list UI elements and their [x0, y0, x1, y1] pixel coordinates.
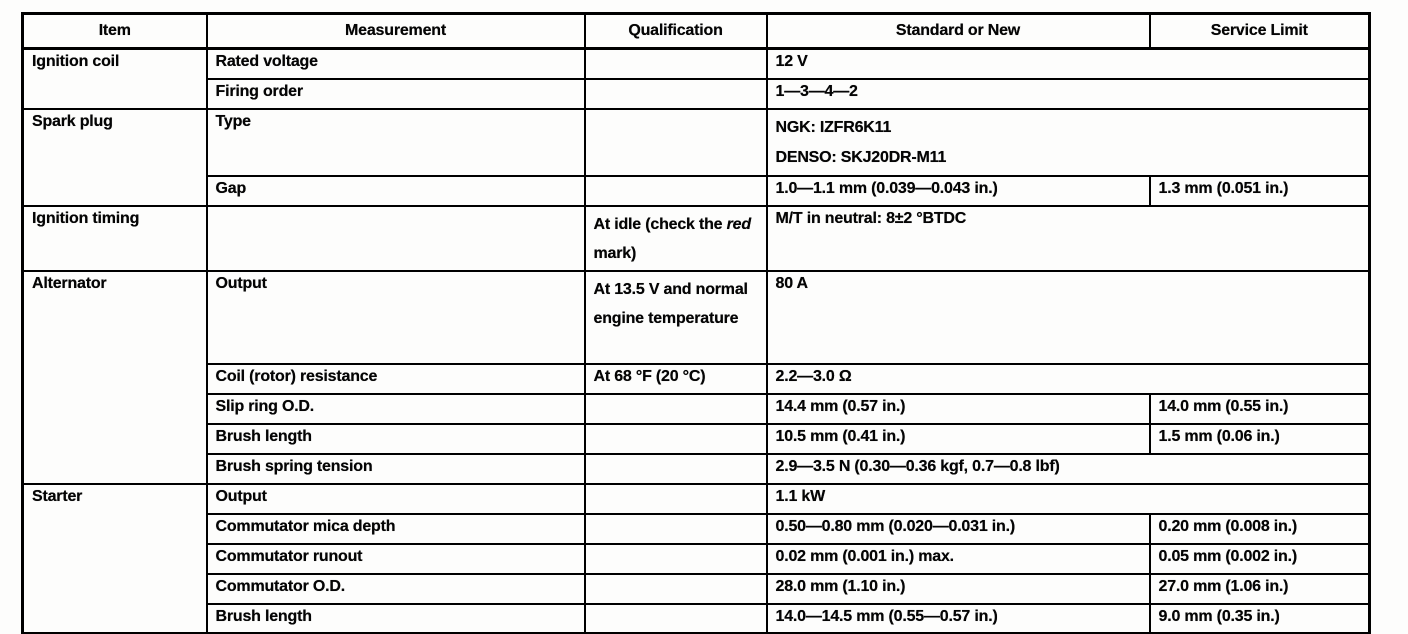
item-cell: Ignition timing [23, 206, 207, 271]
item-cell: Alternator [23, 271, 207, 484]
standard-cell: 80 A [767, 271, 1370, 364]
standard-cell: 10.5 mm (0.41 in.) [767, 424, 1150, 454]
table-row [23, 514, 1370, 544]
header-standard-or-new: Standard or New [767, 14, 1150, 49]
standard-cell: 14.4 mm (0.57 in.) [767, 394, 1150, 424]
qualification-italic-text: red [726, 215, 751, 233]
standard-cell: 0.02 mm (0.001 in.) max. [767, 544, 1150, 574]
qualification-cell [585, 206, 767, 271]
standard-cell: 2.2—3.0 Ω [767, 364, 1370, 394]
item-cell: Ignition coil [23, 49, 207, 109]
header-measurement: Measurement [207, 14, 585, 49]
table-row [23, 206, 1370, 271]
standard-cell: 1.0—1.1 mm (0.039—0.043 in.) [767, 176, 1150, 206]
standard-line-1: NGK: IZFR6K11 [775, 118, 892, 136]
table-row [23, 604, 1370, 634]
standard-cell: 0.50—0.80 mm (0.020—0.031 in.) [767, 514, 1150, 544]
service-limit-cell: 0.05 mm (0.002 in.) [1150, 544, 1370, 574]
qualification-text: At idle (check the [593, 215, 727, 233]
table-row [23, 484, 1370, 514]
service-limit-cell: 27.0 mm (1.06 in.) [1150, 574, 1370, 604]
measurement-cell: Brush length [207, 424, 585, 454]
qualification-cell [585, 604, 767, 634]
measurement-cell: Brush length [207, 604, 585, 634]
service-limit-cell: 1.5 mm (0.06 in.) [1150, 424, 1370, 454]
standard-cell: 12 V [767, 49, 1370, 79]
measurement-cell: Type [207, 109, 585, 176]
qualification-cell [585, 79, 767, 109]
table-row [23, 544, 1370, 574]
table-row [23, 176, 1370, 206]
service-limit-cell: 9.0 mm (0.35 in.) [1150, 604, 1370, 634]
measurement-cell: Gap [207, 176, 585, 206]
measurement-cell: Output [207, 271, 585, 364]
measurement-cell: Brush spring tension [207, 454, 585, 484]
header-item: Item [23, 14, 207, 49]
standard-cell: 1.1 kW [767, 484, 1370, 514]
qualification-text: mark) [593, 244, 637, 262]
qualification-cell [585, 176, 767, 206]
qualification-cell [585, 574, 767, 604]
measurement-cell: Commutator runout [207, 544, 585, 574]
table-row [23, 454, 1370, 484]
electrical-specifications-table [21, 12, 1371, 634]
table-row [23, 79, 1370, 109]
measurement-cell [207, 206, 585, 271]
qualification-cell: At 68 °F (20 °C) [585, 364, 767, 394]
table-row [23, 424, 1370, 454]
measurement-cell: Commutator mica depth [207, 514, 585, 544]
standard-cell: 1—3—4—2 [767, 79, 1370, 109]
table-row [23, 109, 1370, 176]
measurement-cell: Rated voltage [207, 49, 585, 79]
service-limit-cell: 14.0 mm (0.55 in.) [1150, 394, 1370, 424]
measurement-cell: Commutator O.D. [207, 574, 585, 604]
qualification-cell [585, 394, 767, 424]
standard-cell [767, 109, 1370, 176]
qualification-cell [585, 424, 767, 454]
qualification-cell [585, 49, 767, 79]
table-row [23, 394, 1370, 424]
header-qualification: Qualification [585, 14, 767, 49]
qualification-cell [585, 484, 767, 514]
standard-cell: 14.0—14.5 mm (0.55—0.57 in.) [767, 604, 1150, 634]
qualification-cell: At 13.5 V and normal engine temperature [585, 271, 767, 364]
qualification-cell [585, 514, 767, 544]
qualification-cell [585, 454, 767, 484]
standard-cell: M/T in neutral: 8±2 °BTDC [767, 206, 1370, 271]
item-cell: Starter [23, 484, 207, 634]
table-row [23, 271, 1370, 364]
qualification-cell [585, 109, 767, 176]
standard-line-2: DENSO: SKJ20DR-M11 [775, 148, 947, 166]
service-limit-cell: 0.20 mm (0.008 in.) [1150, 514, 1370, 544]
measurement-cell: Coil (rotor) resistance [207, 364, 585, 394]
item-cell: Spark plug [23, 109, 207, 206]
service-limit-cell: 1.3 mm (0.051 in.) [1150, 176, 1370, 206]
standard-cell: 2.9—3.5 N (0.30—0.36 kgf, 0.7—0.8 lbf) [767, 454, 1370, 484]
standard-cell: 28.0 mm (1.10 in.) [767, 574, 1150, 604]
header-row [23, 14, 1370, 49]
table-row [23, 574, 1370, 604]
table-row [23, 364, 1370, 394]
measurement-cell: Output [207, 484, 585, 514]
qualification-cell [585, 544, 767, 574]
header-service-limit: Service Limit [1150, 14, 1370, 49]
measurement-cell: Slip ring O.D. [207, 394, 585, 424]
measurement-cell: Firing order [207, 79, 585, 109]
table-row [23, 49, 1370, 79]
